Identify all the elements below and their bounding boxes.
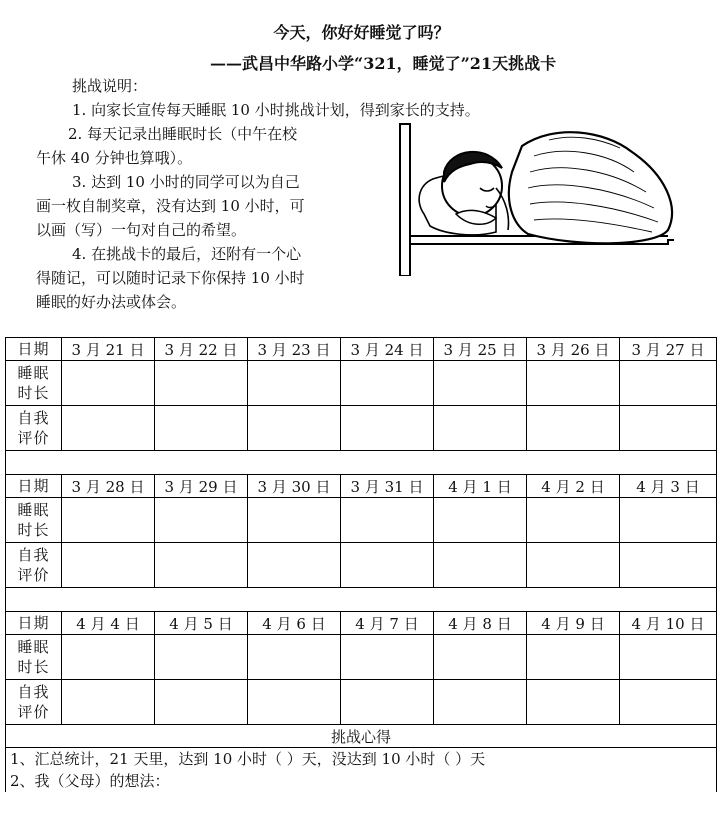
instruction-line-4: 3. 达到 10 小时的同学可以为自己 [72, 173, 300, 191]
self-entry-cell[interactable] [434, 680, 527, 725]
sleep-entry-cell[interactable] [341, 635, 434, 680]
notes-title-row [6, 725, 717, 748]
sleep-entry-cell[interactable] [434, 361, 527, 406]
self-entry-cell[interactable] [248, 406, 341, 451]
date-cell: 3 月 29 日 [155, 475, 248, 498]
date-cell: 3 月 23 日 [248, 338, 341, 361]
instructions-heading: 挑战说明： [72, 77, 148, 95]
date-cell: 4 月 5 日 [155, 612, 248, 635]
sleep-entry-cell[interactable] [62, 498, 155, 543]
instruction-line-9: 睡眠的好办法或体会。 [36, 293, 187, 311]
date-cell: 3 月 24 日 [341, 338, 434, 361]
self-entry-cell[interactable] [62, 543, 155, 588]
date-cell: 4 月 9 日 [527, 612, 620, 635]
sleep-entry-cell[interactable] [434, 498, 527, 543]
date-cell: 4 月 1 日 [434, 475, 527, 498]
date-cell: 4 月 2 日 [527, 475, 620, 498]
page-title: 今天，你好好睡觉了吗？ [273, 23, 450, 42]
week-3-date-row [6, 612, 717, 635]
date-cell: 3 月 21 日 [62, 338, 155, 361]
week-2-date-row [6, 475, 717, 498]
self-entry-cell[interactable] [248, 680, 341, 725]
instruction-line-1: 1. 向家长宣传每天睡眠 10 小时挑战计划，得到家长的支持。 [72, 101, 480, 119]
instruction-line-7: 4. 在挑战卡的最后，还附有一个心 [72, 245, 302, 263]
week-1-date-row [6, 338, 717, 361]
self-entry-cell[interactable] [155, 406, 248, 451]
date-label: 日期 [6, 475, 62, 498]
sleep-entry-cell[interactable] [62, 361, 155, 406]
date-cell: 3 月 28 日 [62, 475, 155, 498]
instruction-line-8: 得随记，可以随时记录下你保持 10 小时 [36, 269, 305, 287]
self-entry-cell[interactable] [620, 406, 717, 451]
self-evaluation-label: 自我 评价 [6, 406, 62, 451]
sleep-entry-cell[interactable] [62, 635, 155, 680]
sleep-duration-label: 睡眠 时长 [6, 635, 62, 680]
notes-row [6, 748, 717, 793]
sleep-entry-cell[interactable] [527, 361, 620, 406]
self-entry-cell[interactable] [155, 680, 248, 725]
date-cell: 4 月 3 日 [620, 475, 717, 498]
instruction-line-6: 以画（写）一句对自己的希望。 [36, 221, 247, 239]
date-cell: 3 月 27 日 [620, 338, 717, 361]
spacer-row [6, 588, 717, 612]
date-cell: 4 月 10 日 [620, 612, 717, 635]
self-entry-cell[interactable] [341, 680, 434, 725]
week-2-sleep-row [6, 498, 717, 543]
self-entry-cell[interactable] [62, 406, 155, 451]
self-entry-cell[interactable] [620, 680, 717, 725]
date-cell: 3 月 25 日 [434, 338, 527, 361]
sleep-entry-cell[interactable] [155, 635, 248, 680]
date-cell: 3 月 22 日 [155, 338, 248, 361]
sleep-entry-cell[interactable] [155, 498, 248, 543]
self-entry-cell[interactable] [527, 406, 620, 451]
self-entry-cell[interactable] [527, 543, 620, 588]
date-cell: 4 月 4 日 [62, 612, 155, 635]
sleep-entry-cell[interactable] [341, 361, 434, 406]
page-subtitle: ——武昌中华路小学“321，睡觉了”21天挑战卡 [210, 54, 557, 73]
sleep-entry-cell[interactable] [620, 635, 717, 680]
sleep-entry-cell[interactable] [248, 635, 341, 680]
sleep-duration-label: 睡眠 时长 [6, 498, 62, 543]
sleep-duration-label: 睡眠 时长 [6, 361, 62, 406]
notes-title: 挑战心得 [6, 725, 717, 748]
date-cell: 3 月 31 日 [341, 475, 434, 498]
notes-line-1: 1、汇总统计，21 天里，达到 10 小时（ ）天，没达到 10 小时（ ）天 [10, 750, 486, 768]
self-entry-cell[interactable] [527, 680, 620, 725]
self-entry-cell[interactable] [620, 543, 717, 588]
sleep-entry-cell[interactable] [620, 361, 717, 406]
self-entry-cell[interactable] [341, 406, 434, 451]
sleep-entry-cell[interactable] [620, 498, 717, 543]
sleep-entry-cell[interactable] [248, 498, 341, 543]
week-1-self-row [6, 406, 717, 451]
week-3-self-row [6, 680, 717, 725]
notes-line-2: 2、我（父母）的想法： [10, 772, 170, 790]
week-2-self-row [6, 543, 717, 588]
self-entry-cell[interactable] [341, 543, 434, 588]
sleeping-child-in-bed-icon [384, 116, 684, 276]
date-cell: 3 月 26 日 [527, 338, 620, 361]
self-entry-cell[interactable] [248, 543, 341, 588]
date-cell: 3 月 30 日 [248, 475, 341, 498]
spacer-row [6, 451, 717, 475]
date-cell: 4 月 7 日 [341, 612, 434, 635]
self-entry-cell[interactable] [155, 543, 248, 588]
sleep-entry-cell[interactable] [341, 498, 434, 543]
sleep-entry-cell[interactable] [248, 361, 341, 406]
self-evaluation-label: 自我 评价 [6, 543, 62, 588]
sleep-entry-cell[interactable] [434, 635, 527, 680]
self-entry-cell[interactable] [434, 406, 527, 451]
sleep-entry-cell[interactable] [527, 635, 620, 680]
self-entry-cell[interactable] [434, 543, 527, 588]
instruction-line-5: 画一枚自制奖章，没有达到 10 小时，可 [36, 197, 305, 215]
week-3-sleep-row [6, 635, 717, 680]
date-cell: 4 月 8 日 [434, 612, 527, 635]
challenge-table [5, 337, 717, 792]
date-label: 日期 [6, 612, 62, 635]
self-entry-cell[interactable] [62, 680, 155, 725]
instruction-line-2: 2. 每天记录出睡眠时长（中午在校 [68, 125, 298, 143]
notes-content[interactable] [6, 748, 717, 793]
date-label: 日期 [6, 338, 62, 361]
sleep-entry-cell[interactable] [527, 498, 620, 543]
week-1-sleep-row [6, 361, 717, 406]
self-evaluation-label: 自我 评价 [6, 680, 62, 725]
sleep-entry-cell[interactable] [155, 361, 248, 406]
date-cell: 4 月 6 日 [248, 612, 341, 635]
instruction-line-3: 午休 40 分钟也算哦）。 [36, 149, 193, 167]
